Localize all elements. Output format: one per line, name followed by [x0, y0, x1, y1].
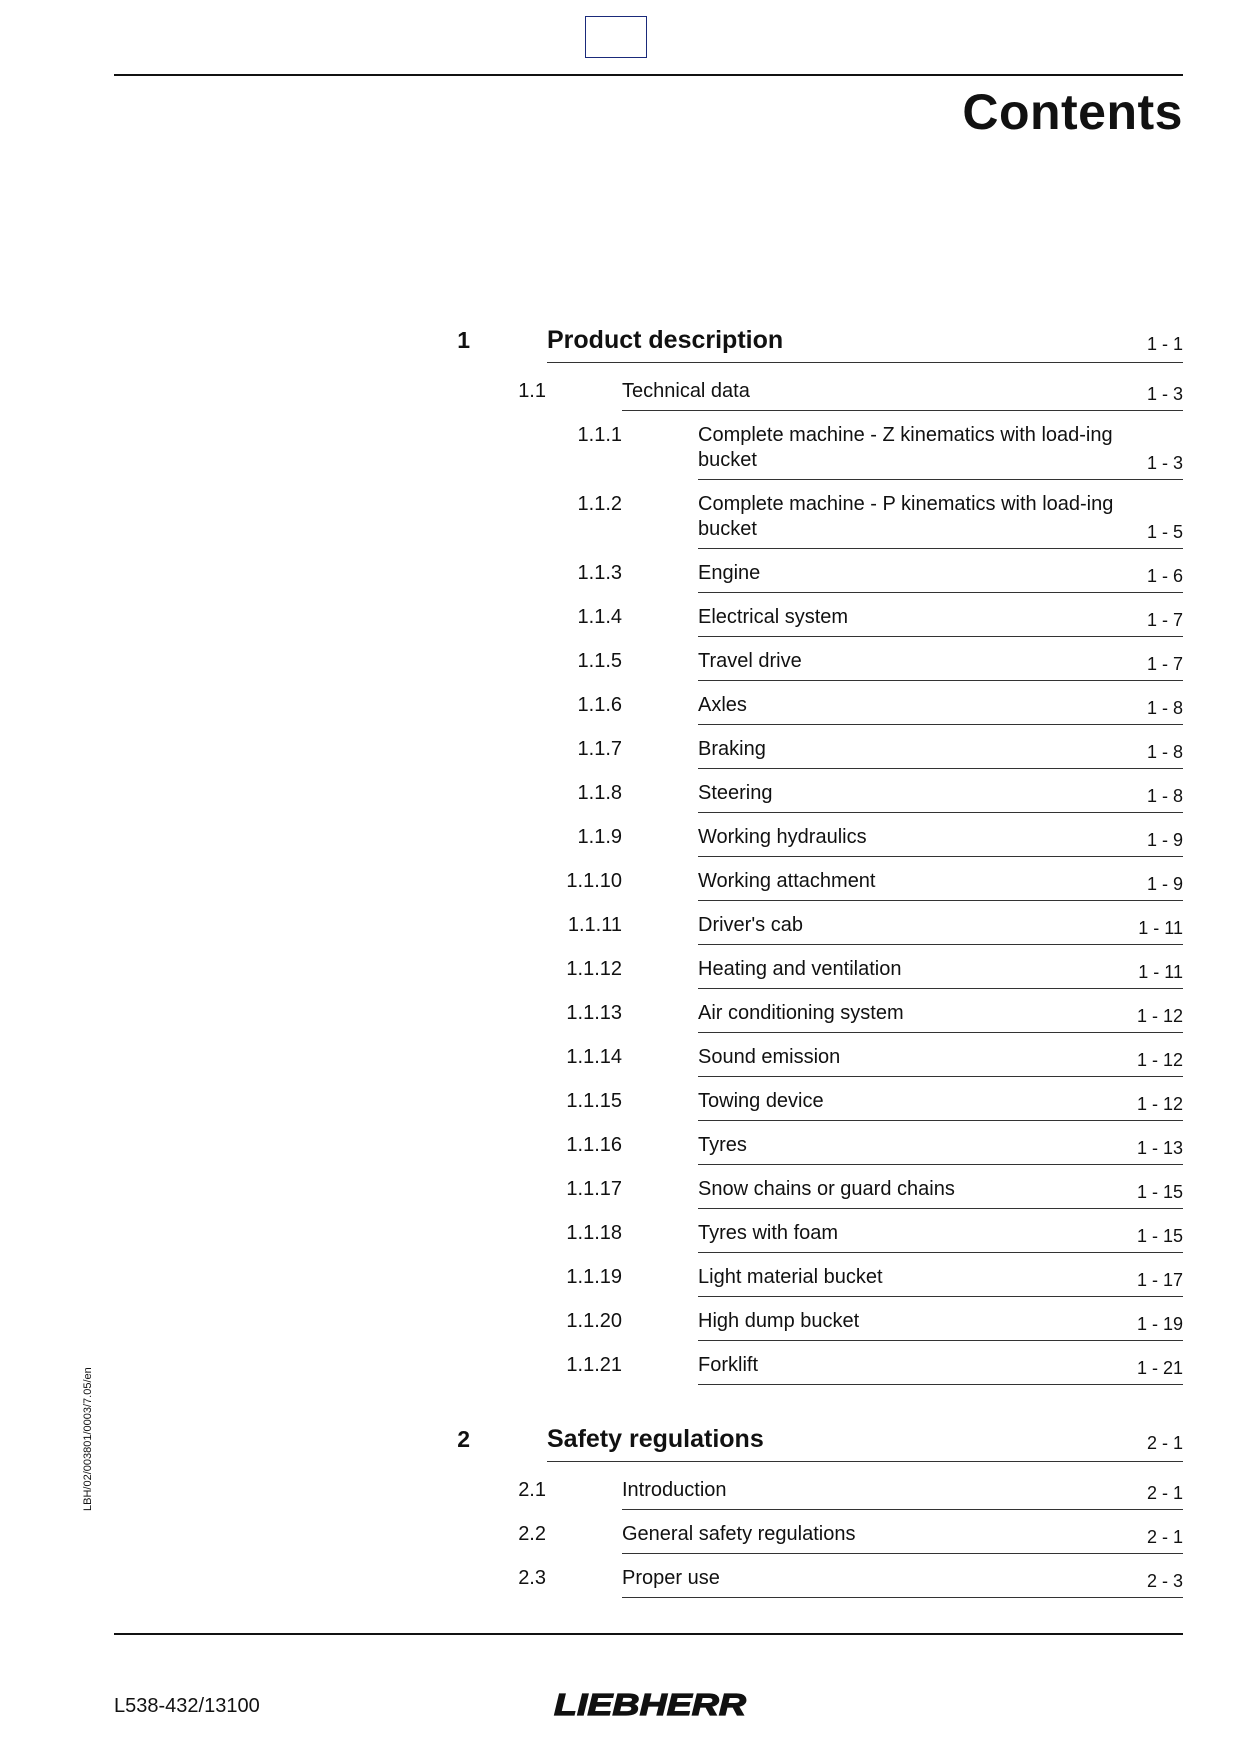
footer-document-code: L538-432/13100	[114, 1695, 260, 1717]
toc-rule	[622, 1509, 1183, 1510]
toc-number: 1.1.6	[577, 694, 622, 716]
toc-title: Air conditioning system	[698, 1002, 904, 1024]
toc-page-number: 1 - 19	[1136, 1314, 1183, 1334]
toc-page-number: 1 - 7	[1146, 654, 1183, 674]
toc-number: 1.1.14	[566, 1046, 622, 1068]
toc-title: Tyres	[698, 1134, 747, 1156]
toc-page-number: 2 - 3	[1146, 1571, 1183, 1591]
footer-rule	[114, 1633, 1183, 1635]
toc-title: Electrical system	[698, 606, 849, 628]
toc-rule	[698, 1208, 1183, 1209]
toc-title: Travel drive	[698, 650, 802, 672]
toc-rule	[698, 1296, 1183, 1297]
toc-title: Complete machine - P kinematics with load-ing bucket	[698, 493, 1114, 540]
toc-rule	[698, 1076, 1183, 1077]
toc-page-number: 1 - 7	[1146, 610, 1183, 630]
toc-rule	[698, 724, 1183, 725]
toc-number: 1.1.5	[577, 650, 622, 672]
liebherr-logo-text: LIEBHERR	[554, 1690, 747, 1718]
toc-page-number: 1 - 1	[1146, 334, 1183, 354]
toc-title: Technical data	[622, 380, 750, 402]
toc-page-number: 1 - 11	[1138, 962, 1183, 982]
toc-rule	[698, 479, 1183, 480]
toc-page-number: 1 - 9	[1146, 874, 1183, 894]
toc-rule	[622, 1597, 1183, 1598]
toc-number: 1.1.2	[577, 493, 622, 515]
toc-title: Tyres with foam	[698, 1222, 839, 1244]
toc-page-number: 1 - 12	[1136, 1050, 1183, 1070]
toc-number: 1.1.18	[566, 1222, 622, 1244]
toc-number: 1.1.15	[566, 1090, 622, 1112]
toc-number: 1.1.20	[566, 1310, 622, 1332]
toc-title: Safety regulations	[547, 1425, 764, 1453]
toc-number: 1.1.16	[566, 1134, 622, 1156]
toc-number: 1.1.21	[566, 1354, 622, 1376]
toc-rule	[698, 856, 1183, 857]
toc-rule	[698, 1384, 1183, 1385]
toc-title: Braking	[698, 738, 766, 760]
side-document-code: LBH/02/003801/0003/7.05/en	[82, 1367, 94, 1511]
toc-rule	[698, 1252, 1183, 1253]
toc-title: Forklift	[698, 1354, 758, 1376]
toc-title: Complete machine - Z kinematics with load-ing bucket	[698, 424, 1113, 471]
toc-number: 1.1.12	[566, 958, 622, 980]
toc-page-number: 2 - 1	[1146, 1433, 1183, 1453]
toc-title: High dump bucket	[698, 1310, 860, 1332]
toc-number: 1.1.10	[566, 870, 622, 892]
toc-page-number: 1 - 12	[1136, 1094, 1183, 1114]
toc-page-number: 2 - 1	[1146, 1527, 1183, 1547]
toc-page-number: 1 - 8	[1146, 786, 1183, 806]
toc-title: Heating and ventilation	[698, 958, 902, 980]
toc-title: Working attachment	[698, 870, 876, 892]
liebherr-logo	[553, 1690, 747, 1718]
toc-title: Driver's cab	[698, 914, 803, 936]
toc-rule	[698, 636, 1183, 637]
toc-number: 2.3	[518, 1567, 546, 1589]
toc-title: Proper use	[622, 1567, 720, 1589]
toc-title: Steering	[698, 782, 773, 804]
toc-number: 1	[457, 327, 470, 353]
toc-page-number: 1 - 6	[1146, 566, 1183, 586]
toc-title: Snow chains or guard chains	[698, 1178, 955, 1200]
toc-title: Product description	[547, 326, 784, 354]
toc-rule	[698, 944, 1183, 945]
toc-page-number: 1 - 3	[1146, 453, 1183, 473]
toc-rule	[698, 1032, 1183, 1033]
toc-number: 1.1.8	[577, 782, 622, 804]
toc-page-number: 2 - 1	[1146, 1483, 1183, 1503]
toc-title: Light material bucket	[698, 1266, 883, 1288]
toc-title: Towing device	[698, 1090, 824, 1112]
toc-number: 1.1.19	[566, 1266, 622, 1288]
toc-number: 1.1.4	[577, 606, 622, 628]
toc-number: 2	[457, 1426, 470, 1452]
toc-page-number: 1 - 8	[1146, 698, 1183, 718]
toc-page-number: 1 - 11	[1138, 918, 1183, 938]
toc-rule	[622, 410, 1183, 411]
toc-page-number: 1 - 21	[1136, 1358, 1183, 1378]
toc-number: 2.2	[518, 1523, 546, 1545]
toc-rule	[698, 1164, 1183, 1165]
toc-title: Engine	[698, 562, 761, 584]
toc-rule	[698, 1120, 1183, 1121]
toc-rule	[698, 680, 1183, 681]
toc-number: 1.1.13	[566, 1002, 622, 1024]
toc-number: 1.1.7	[577, 738, 622, 760]
toc-number: 1.1.3	[577, 562, 622, 584]
toc-page-number: 1 - 13	[1136, 1138, 1183, 1158]
toc-page-number: 1 - 15	[1136, 1182, 1183, 1202]
toc-title: Sound emission	[698, 1046, 841, 1068]
toc-rule	[698, 900, 1183, 901]
toc-title: General safety regulations	[622, 1523, 856, 1545]
toc-title: Axles	[698, 694, 747, 716]
toc-page-number: 1 - 9	[1146, 830, 1183, 850]
toc-number: 1.1.9	[577, 826, 622, 848]
toc-number: 1.1.1	[577, 424, 622, 446]
toc-rule	[547, 1461, 1183, 1462]
toc-title: Working hydraulics	[698, 826, 867, 848]
toc-page-number: 1 - 3	[1146, 384, 1183, 404]
toc-rule	[622, 1553, 1183, 1554]
toc-rule	[698, 1340, 1183, 1341]
toc-rule	[698, 988, 1183, 989]
toc-rule	[698, 768, 1183, 769]
toc-page-number: 1 - 15	[1136, 1226, 1183, 1246]
toc-rule	[698, 592, 1183, 593]
toc-rule	[547, 362, 1183, 363]
toc-number: 1.1	[518, 380, 546, 402]
toc-number: 2.1	[518, 1479, 546, 1501]
page-title: Contents	[962, 84, 1183, 140]
toc-page-number: 1 - 8	[1146, 742, 1183, 762]
toc-rule	[698, 548, 1183, 549]
toc-rule	[698, 812, 1183, 813]
toc-title: Introduction	[622, 1479, 727, 1501]
toc-page-number: 1 - 12	[1136, 1006, 1183, 1026]
toc-page-number: 1 - 5	[1146, 522, 1183, 542]
toc-page-number: 1 - 17	[1136, 1270, 1183, 1290]
toc-number: 1.1.11	[567, 914, 622, 936]
toc-number: 1.1.17	[566, 1178, 622, 1200]
